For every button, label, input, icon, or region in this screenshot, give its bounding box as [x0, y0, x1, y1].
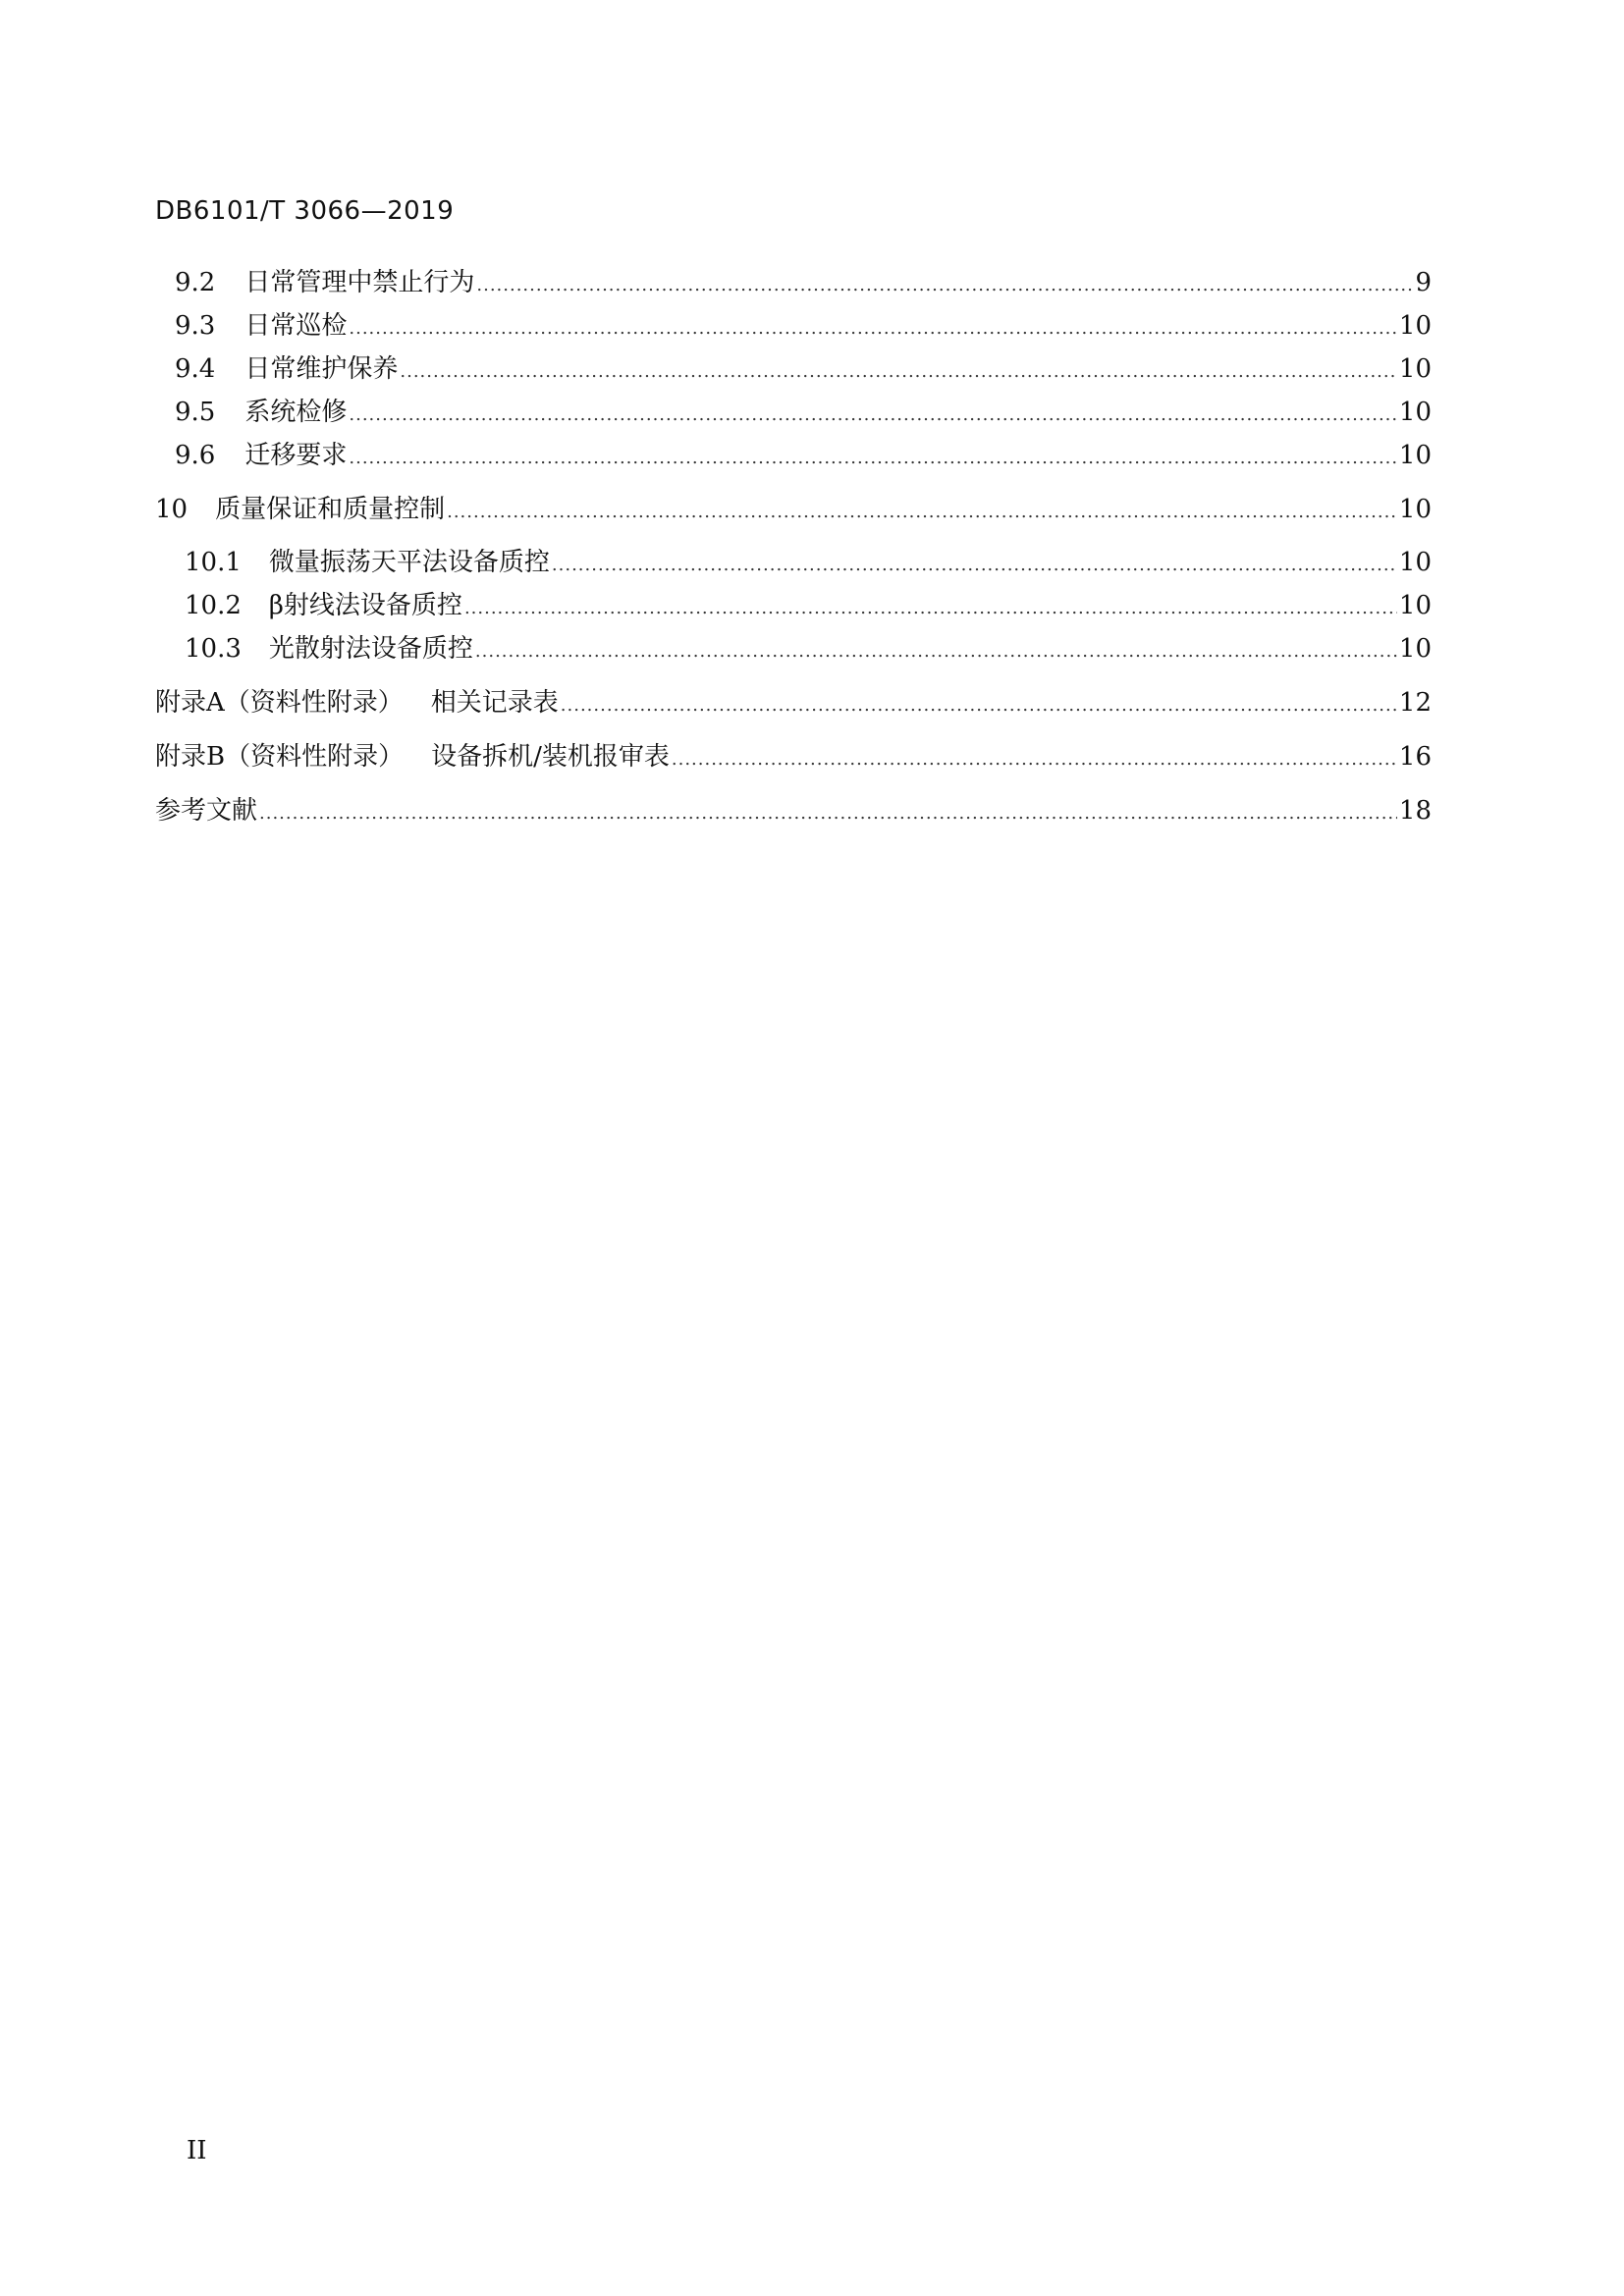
toc-entry-title: 日常巡检 [244, 311, 348, 341]
toc-entry-number: 10 [155, 495, 189, 524]
toc-entry-9-3[interactable] [155, 306, 1432, 346]
toc-entry-page: 10 [1398, 441, 1432, 470]
toc-entry-10[interactable] [155, 490, 1432, 529]
toc-entry-number: 9.5 [175, 398, 216, 427]
toc-entry-number: 附录B（资料性附录） [155, 742, 405, 772]
toc-entry-title: 设备拆机/装机报审表 [431, 742, 670, 772]
toc-entry-page: 10 [1398, 311, 1432, 341]
toc-entry-10-1[interactable] [155, 543, 1432, 582]
toc-entry-page: 18 [1398, 796, 1432, 826]
toc-entry-appendix-b[interactable] [155, 737, 1432, 776]
toc-entry-number: 10.2 [185, 591, 242, 620]
toc-entry-page: 10 [1398, 548, 1432, 577]
toc-dot-leader [561, 686, 1397, 725]
toc-dot-leader [349, 439, 1397, 478]
toc-entry-9-2[interactable] [155, 263, 1432, 302]
toc-entry-page: 12 [1398, 688, 1432, 718]
toc-entry-page: 10 [1398, 634, 1432, 664]
toc-entry-9-6[interactable] [155, 436, 1432, 475]
toc-entry-9-5[interactable] [155, 393, 1432, 432]
toc-entry-number: 10.3 [185, 634, 242, 664]
toc-entry-title: 微量振荡天平法设备质控 [268, 548, 550, 577]
toc-entry-title: 日常维护保养 [244, 354, 399, 384]
toc-dot-leader [672, 740, 1397, 779]
toc-entry-number: 附录A（资料性附录） [155, 688, 404, 718]
toc-entry-page: 10 [1398, 495, 1432, 524]
toc-entry-page: 10 [1398, 354, 1432, 384]
toc-entry-title: 光散射法设备质控 [268, 634, 473, 664]
toc-dot-leader [349, 309, 1397, 348]
toc-entry-10-3[interactable] [155, 629, 1432, 668]
toc-dot-leader [464, 589, 1397, 628]
toc-entry-title: 日常管理中禁止行为 [244, 268, 475, 297]
toc-dot-leader [447, 493, 1397, 532]
toc-entry-references[interactable] [155, 791, 1432, 830]
toc-entry-title: 参考文献 [155, 796, 258, 826]
toc-entry-title: 相关记录表 [430, 688, 559, 718]
document-code-header: DB6101/T 3066—2019 [155, 196, 455, 226]
toc-entry-number: 9.3 [175, 311, 216, 341]
toc-entry-number: 10.1 [185, 548, 242, 577]
toc-entry-title: 系统检修 [244, 398, 348, 427]
toc-entry-appendix-a[interactable] [155, 683, 1432, 722]
toc-dot-leader [475, 632, 1397, 671]
toc-entry-title: β射线法设备质控 [268, 591, 462, 620]
toc-dot-leader [476, 266, 1413, 305]
toc-entry-page: 9 [1415, 268, 1432, 297]
toc-dot-leader [349, 396, 1397, 435]
toc-entry-number: 9.2 [175, 268, 216, 297]
toc-entry-title: 质量保证和质量控制 [215, 495, 446, 524]
toc-dot-leader [259, 794, 1397, 833]
toc-entry-title: 迁移要求 [244, 441, 348, 470]
toc-entry-page: 10 [1398, 591, 1432, 620]
page-number-footer: II [187, 2136, 207, 2165]
toc-entry-10-2[interactable] [155, 586, 1432, 625]
toc-dot-leader [400, 352, 1397, 392]
toc-dot-leader [552, 546, 1397, 585]
toc-entry-number: 9.4 [175, 354, 216, 384]
toc-entry-9-4[interactable] [155, 349, 1432, 389]
toc-entry-number: 9.6 [175, 441, 216, 470]
toc-entry-page: 16 [1398, 742, 1432, 772]
toc-entry-page: 10 [1398, 398, 1432, 427]
